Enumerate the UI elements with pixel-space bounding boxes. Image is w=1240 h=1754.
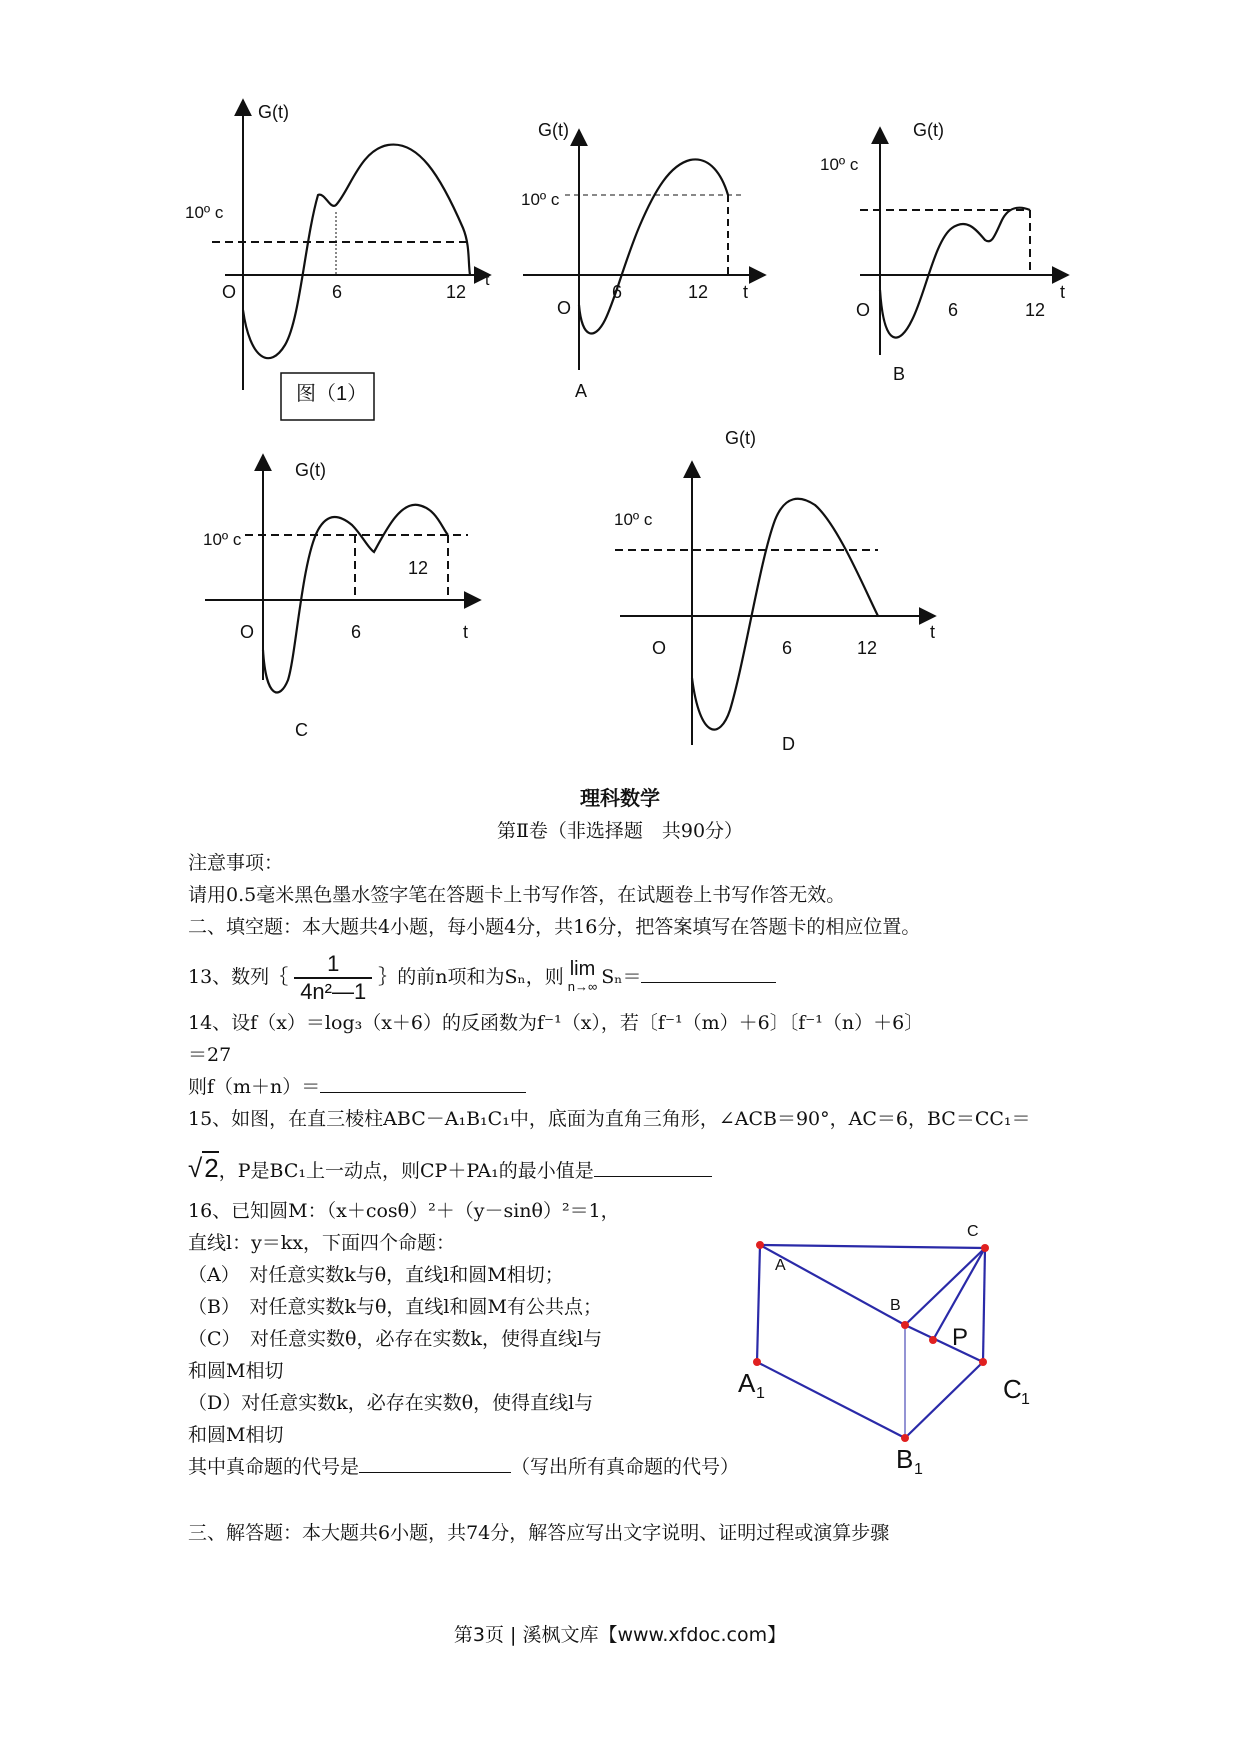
q13-limit bbox=[568, 960, 598, 996]
graphD-label: D bbox=[782, 734, 795, 754]
graphD-axis-g: G(t) bbox=[725, 428, 756, 448]
notice-heading: 注意事项： bbox=[188, 852, 284, 874]
q16-hint: （写出所有真命题的代号） bbox=[511, 1456, 740, 1478]
prism-label-c1: C bbox=[1003, 1374, 1022, 1404]
q15-answer-blank[interactable] bbox=[594, 1158, 712, 1177]
graph-option-d bbox=[614, 428, 935, 754]
graphA-tick6: 6 bbox=[612, 282, 623, 302]
question-13 bbox=[188, 945, 776, 1009]
graphC-origin: O bbox=[240, 622, 255, 642]
graph-figures bbox=[0, 0, 1240, 780]
q13-lim-word: lim bbox=[569, 958, 596, 980]
question-16-option-c-2: 和圆M相切 bbox=[188, 1360, 284, 1382]
q13-denominator: 4n²—1 bbox=[300, 979, 367, 1004]
prism-label-a1: A bbox=[738, 1368, 756, 1398]
prism-label-c: C bbox=[967, 1223, 979, 1240]
figure-1-label: 图（1） bbox=[296, 383, 368, 405]
q16-prompt: 其中真命题的代号是 bbox=[188, 1456, 360, 1478]
graphA-temp-label: 10º c bbox=[521, 190, 560, 209]
question-16-option-b: （B） 对任意实数k与θ，直线l和圆M有公共点； bbox=[188, 1296, 602, 1318]
graphB-label: B bbox=[893, 364, 906, 384]
q13-numerator: 1 bbox=[294, 951, 372, 979]
graphB-temp-label: 10º c bbox=[820, 155, 859, 174]
prism-label-c1-sub: 1 bbox=[1021, 1391, 1030, 1408]
graphA-origin: O bbox=[557, 298, 572, 318]
graphD-axis-t: t bbox=[930, 622, 936, 642]
graph1-axis-t: t bbox=[485, 272, 490, 289]
q13-answer-blank[interactable] bbox=[641, 964, 776, 983]
question-16-answer-line bbox=[188, 1454, 739, 1480]
graphC-axis-g: G(t) bbox=[295, 460, 326, 480]
q13-middle: ｝的前n项和为Sₙ，则 bbox=[378, 966, 564, 988]
q13-prefix: 13、数列｛ bbox=[188, 966, 289, 988]
graphB-tick12: 12 bbox=[1025, 300, 1046, 320]
question-16-option-c-1: （C） 对任意实数θ，必存在实数k，使得直线l与 bbox=[188, 1328, 603, 1350]
graphA-axis-t: t bbox=[743, 282, 749, 302]
prism-label-b1: B bbox=[896, 1444, 914, 1474]
graphD-tick6: 6 bbox=[782, 638, 793, 658]
graphC-temp-label: 10º c bbox=[203, 530, 242, 549]
prism-label-b: B bbox=[890, 1297, 901, 1314]
prism-label-b1-sub: 1 bbox=[914, 1461, 923, 1478]
question-14-line-2: ＝27 bbox=[188, 1044, 232, 1066]
graph-option-c bbox=[203, 455, 480, 740]
graph1-temp-label: 10º c bbox=[185, 203, 224, 222]
graphC-tick6: 6 bbox=[351, 622, 362, 642]
graphB-origin: O bbox=[856, 300, 871, 320]
graph1-tick6: 6 bbox=[332, 282, 343, 302]
q15-sqrt-value: 2 bbox=[204, 1153, 219, 1183]
question-15-line-2 bbox=[188, 1150, 712, 1189]
prism-label-a: A bbox=[775, 1257, 786, 1274]
section-3-heading: 三、解答题：本大题共6小题，共74分，解答应写出文字说明、证明过程或演算步骤 bbox=[188, 1522, 890, 1544]
graph1-origin: O bbox=[222, 282, 237, 302]
q13-fraction bbox=[294, 951, 372, 1005]
question-14-line-3 bbox=[188, 1074, 526, 1100]
graphC-label: C bbox=[295, 720, 308, 740]
section-subtitle: 第Ⅱ卷（非选择题 共90分） bbox=[496, 820, 744, 842]
graph-figure-1 bbox=[185, 100, 490, 420]
question-15-line-1: 15、如图，在直三棱柱ABC－A₁B₁C₁中，底面为直角三角形，∠ACB＝90°，AC＝6，BC＝CC₁＝ bbox=[188, 1108, 1031, 1130]
graphA-axis-g: G(t) bbox=[538, 120, 569, 140]
graphD-temp-label: 10º c bbox=[614, 510, 653, 529]
q15-prompt: ，P是BC₁上一动点，则CP＋PA₁的最小值是 bbox=[218, 1160, 594, 1182]
graphC-tick12: 12 bbox=[408, 558, 429, 578]
graphD-tick12: 12 bbox=[857, 638, 878, 658]
q13-suffix: Sₙ＝ bbox=[601, 966, 642, 988]
graph1-axis-g: G(t) bbox=[258, 102, 289, 122]
graphC-axis-t: t bbox=[463, 622, 469, 642]
graphD-origin: O bbox=[652, 638, 667, 658]
prism-label-a1-sub: 1 bbox=[756, 1385, 765, 1402]
section-title: 理科数学 bbox=[580, 786, 660, 810]
section-2-heading: 二、填空题：本大题共4小题，每小题4分，共16分，把答案填写在答题卡的相应位置。 bbox=[188, 916, 921, 938]
q15-sqrt: √2 bbox=[188, 1153, 219, 1183]
question-16-line-1: 16、已知圆M：（x＋cosθ）²＋（y－sinθ）²＝1， bbox=[188, 1200, 620, 1222]
page-footer: 第3页 | 溪枫文库【www.xfdoc.com】 bbox=[453, 1624, 787, 1646]
question-16-line-2: 直线l：y＝kx，下面四个命题： bbox=[188, 1232, 456, 1254]
graph1-tick12: 12 bbox=[446, 282, 467, 302]
q13-lim-sub: n→∞ bbox=[567, 979, 598, 994]
q16-answer-blank[interactable] bbox=[359, 1454, 511, 1473]
graphB-axis-t: t bbox=[1060, 282, 1066, 302]
graph-option-b bbox=[820, 120, 1068, 384]
q14-answer-blank[interactable] bbox=[320, 1074, 526, 1093]
prism-label-p: P bbox=[952, 1324, 969, 1351]
question-16-option-a: （A） 对任意实数k与θ，直线l和圆M相切； bbox=[188, 1264, 564, 1286]
graph-option-a bbox=[521, 120, 765, 401]
q14-prompt: 则f（m＋n）＝ bbox=[188, 1076, 321, 1098]
notice-body: 请用0.5毫米黑色墨水签字笔在答题卡上书写作答，在试题卷上书写作答无效。 bbox=[188, 884, 846, 906]
question-16-option-d-1: （D）对任意实数k，必存在实数θ，使得直线l与 bbox=[188, 1392, 594, 1414]
graphA-label: A bbox=[575, 381, 588, 401]
graphB-tick6: 6 bbox=[948, 300, 959, 320]
graphB-axis-g: G(t) bbox=[913, 120, 944, 140]
graphA-tick12: 12 bbox=[688, 282, 709, 302]
question-16-option-d-2: 和圆M相切 bbox=[188, 1424, 284, 1446]
question-14-line-1: 14、设f（x）＝log₃（x＋6）的反函数为f⁻¹（x），若〔f⁻¹（m）＋6〕〔f⁻¹（n）＋6〕 bbox=[188, 1012, 924, 1034]
